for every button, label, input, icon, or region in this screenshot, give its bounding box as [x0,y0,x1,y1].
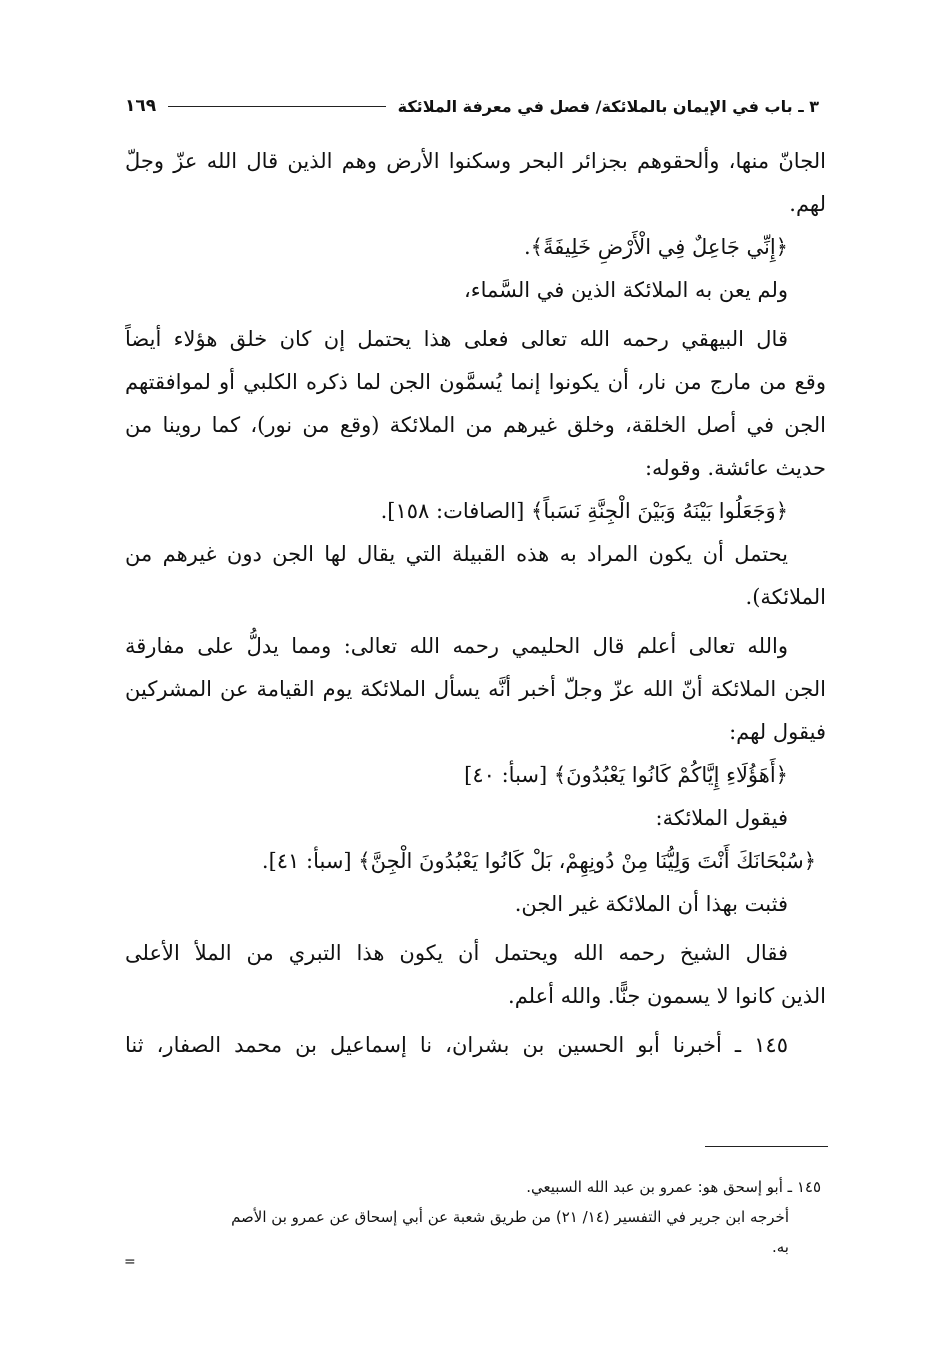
footnotes [125,1172,821,1262]
text-line: فثبت بهذا أن الملائكة غير الجن. [514,892,788,916]
text-line: فيقول الملائكة: [655,806,788,830]
page-number: ١٦٩ [125,96,157,116]
footnote-line: أخرجه ابن جرير في التفسير (١٤/ ٢١) من طريق شعبة عن أبي إسحاق عن عمرو بن الأصم [231,1208,789,1226]
text-line: ولم يعن به الملائكة الذين في السَّماء، [463,278,788,302]
chapter-title: ٣ ـ باب في الإيمان بالملائكة/ فصل في معرفة الملائكة [397,96,819,116]
paragraph-start: يحتمل أن يكون المراد به هذه القبيلة التي يقال لها الجن دون غيرهم من [125,542,788,566]
footnote-line: به. [772,1238,789,1256]
running-header [125,92,819,120]
main-text [125,140,826,1067]
quran-verse: ﴿أَهَؤُلَاءِ إِيَّاكُمْ كَانُوا يَعْبُدُونَ﴾ [سبأ: ٤٠] [464,763,788,787]
header-rule [168,106,386,107]
footnote-line: ١٤٥ ـ أبو إسحق هو: عمرو بن عبد الله السبيعي. [526,1178,821,1196]
paragraph-start: قال البيهقي رحمه الله تعالى فعلى هذا يحتمل إن كان خلق هؤلاء أيضاً [125,327,788,351]
hadith-entry: ١٤٥ ـ أخبرنا أبو الحسين بن بشران، نا إسماعيل بن محمد الصفار، ثنا [125,1033,788,1057]
quran-verse: ﴿وَجَعَلُوا بَيْنَهُ وَبَيْنَ الْجِنَّةِ نَسَباً﴾ [الصافات: ١٥٨]. [380,499,788,523]
text-line: وقع من مارج من نار، أن يكونوا إنما يُسمَّون الجن لما ذكره الكلبي أو لموافقتهم [125,370,826,394]
continuation-mark: = [124,1254,136,1270]
quran-verse: ﴿إِنِّي جَاعِلٌ فِي الْأَرْضِ خَلِيفَةً﴾. [523,235,788,259]
text-line: فيقول لهم: [729,720,826,744]
text-line: لهم. [789,192,826,216]
text-line: الجن في أصل الخلقة، وخلق غيرهم من الملائكة (وقع من نور)، كما روينا من [125,413,826,437]
paragraph-start: والله تعالى أعلم قال الحليمي رحمه الله تعالى: ومما يدلُّ على مفارقة [125,634,788,658]
text-line: الجن الملائكة أنّ الله عزّ وجلّ أخبر أنَّه يسأل الملائكة يوم القيامة عن المشركين [125,677,826,701]
text-line: حديث عائشة. وقوله: [644,456,826,480]
paragraph-start: فقال الشيخ رحمه الله ويحتمل أن يكون هذا التبري من الملأ الأعلى [125,941,788,965]
text-line: الملائكة). [745,585,826,609]
quran-verse: ﴿سُبْحَانَكَ أَنْتَ وَلِيُّنَا مِنْ دُونِهِمْ، بَلْ كَانُوا يَعْبُدُونَ الْجِنَّ﴾ [سبأ: ٤١]. [261,849,816,873]
footnote-separator [705,1146,828,1147]
text-line: الذين كانوا لا يسمون جنًّا. والله أعلم. [508,984,826,1008]
text-line: الجانّ منها، وألحقوهم بجزائر البحر وسكنوا الأرض وهم الذين قال الله عزّ وجلّ [125,149,826,173]
